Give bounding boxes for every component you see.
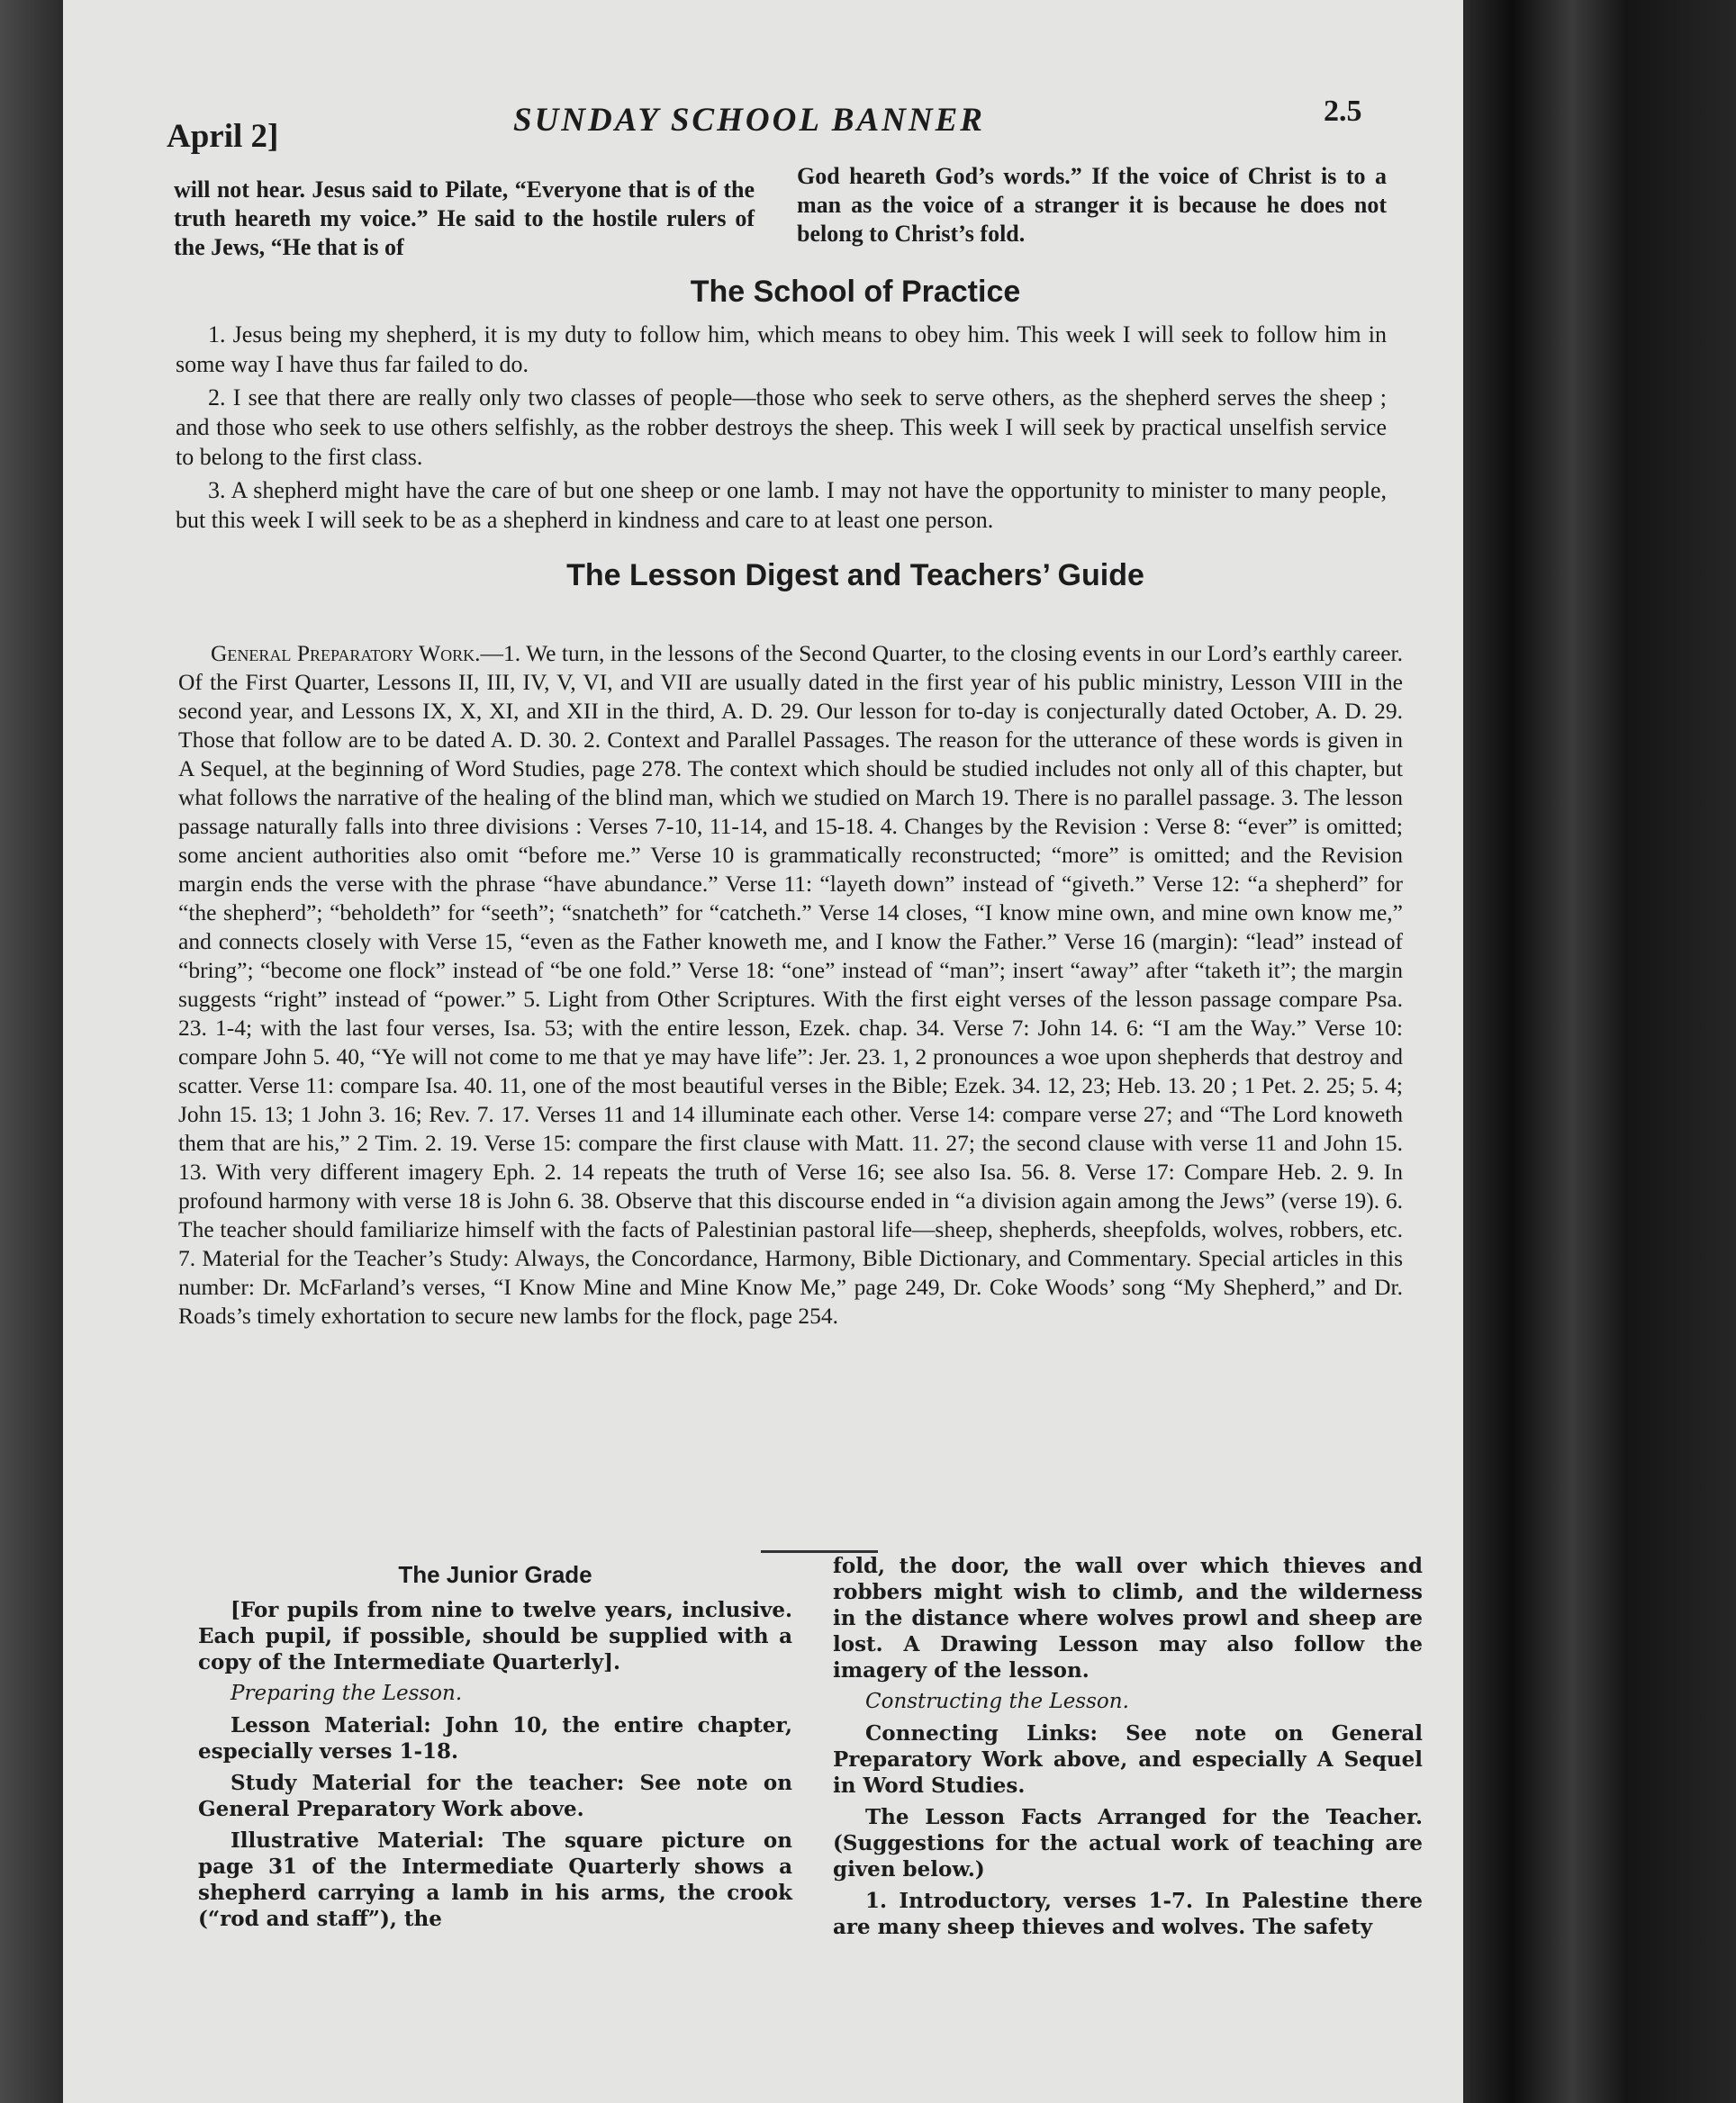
book-spine [1463, 0, 1736, 2103]
junior-material: Lesson Material: John 10, the entire chapter, especially verses 1-18. [198, 1713, 792, 1764]
digest-text: 1. We turn, in the lessons of the Second Quarter, to the closing events in our Lord’s earthly career. Of the First Quarter, Lessons II, III, IV, V, VI, and VII are usually dated in the first year of his public ministry, Lesson VIII in the second year, and Lessons IX, X, XI, and XII in the third, A. D. 29. Our lesson for to-day is conjecturally dated October, A. D. 29. Those that follow are to be dated A. D. 30. 2. Context and Parallel Passages. The reason for the utterance of these words is given in A Sequel, at the beginning of Word Studies, page 278. The context which should be studied includes not only all of this chapter, but what follows the narrative of the healing of the blind man, which we studied on March 19. There is no parallel passage. 3. The lesson passage naturally falls into three divisions : Verses 7-10, 11-14, and 15-18. 4. Changes by the Revision : Verse 8: “ever” is omitted; some ancient authorities also omit “before me.” Verse 10 is grammatically reconstructed; “more” is omitted; and the Revision margin ends the verse with the phrase “have abundance.” Verse 11: “layeth down” instead of “giveth.” Verse 12: “a shepherd” for “the shepherd”; “beholdeth” for “seeth”; “snatcheth” for “catcheth.” Verse 14 closes, “I know mine own, and mine own know me,” and connects closely with Verse 15, “even as the Father knoweth me, and I know the Father.” Verse 16 (margin): “lead” instead of “bring”; “become one flock” instead of “be one fold.” Verse 18: “one” instead of “man”; insert “away” after “taketh it”; the margin suggests “right” instead of “power.” 5. Light from Other Scriptures. With the first eight verses of the lesson passage compare Psa. 23. 1-4; with the last four verses, Isa. 53; with the entire lesson, Ezek. chap. 34. Verse 7: John 14. 6: “I am the Way.” Verse 10: compare John 5. 40, “Ye will not come to me that ye may have life”: Jer. 23. 1, 2 pronounces a woe upon shepherds that destroy and scatter. Verse 11: compare Isa. 40. 11, one of the most beautiful verses in the Bible; Ezek. 34. 12, 23; Heb. 13. 20 ; 1 Pet. 2. 25; 5. 4; John 15. 13; 1 John 3. 16; Rev. 7. 17. Verses 11 and 14 illuminate each other. Verse 14: compare verse 27; and “The Lord knoweth them that are his,” 2 Tim. 2. 19. Verse 15: compare the first clause with Matt. 11. 27; the second clause with verse 11 and John 15. 13. With very different imagery Eph. 2. 14 repeats the truth of Verse 16; see also Isa. 56. 8. Verse 17: Compare Heb. 2. 9. In profound harmony with verse 18 is John 6. 38. Observe that this discourse ended in “a division again among the Jews” (verse 19). 6. The teacher should familiarize himself with the facts of Palestinian pastoral life—sheep, shepherds, sheepfolds, wolves, robbers, etc. 7. Material for the Teacher’s Study: Always, the Concordance, Harmony, Bible Dictionary, and Commentary. Special articles in this number: Dr. McFarland’s verses, “I Know Mine and Mine Know Me,” page 249, Dr. Coke Woods’ song “My Shepherd,” and Dr. Roads’s timely exhortation to secure new lambs for the flock, page 254. [178, 640, 1403, 1329]
junior-left-column [198, 1562, 792, 1937]
intro-right-column [797, 162, 1387, 254]
left-page-edge [0, 0, 63, 2103]
digest-lead: General Preparatory Work.— [211, 640, 504, 666]
junior-title: The Junior Grade [398, 1561, 592, 1588]
header-date: April 2] [167, 118, 279, 155]
junior-preparing: Preparing the Lesson. [231, 1682, 463, 1705]
junior-right-continuation: fold, the door, the wall over which thieves and robbers might wish to climb, and the wilderness in the distance where wolves prowl and sheep are lost. A Drawing Lesson may also follow the imagery of the lesson. [833, 1554, 1423, 1683]
practice-item-1: 1. Jesus being my shepherd, it is my duty to follow him, which means to obey him. This week I will seek to follow him in some way I have thus far failed to do. [176, 321, 1387, 377]
junior-facts: The Lesson Facts Arranged for the Teacher. (Suggestions for the actual work of teaching are given below.) [833, 1805, 1423, 1882]
intro-right-text: God heareth God’s words.” If the voice of Christ is to a man as the voice of a stranger it is because he does not belong to Christ’s fold. [797, 163, 1387, 247]
junior-intro: 1. Introductory, verses 1-7. In Palestine there are many sheep thieves and wolves. The safety [833, 1889, 1423, 1939]
junior-note: [For pupils from nine to twelve years, inclusive. Each pupil, if possible, should be supplied with a copy of the Intermediate Quarterly]. [198, 1598, 792, 1674]
digest-body [178, 639, 1403, 1334]
practice-title: The School of Practice [690, 275, 1021, 309]
practice-list [176, 320, 1387, 538]
junior-constructing: Constructing the Lesson. [865, 1690, 1129, 1713]
digest-paragraph [178, 639, 1403, 1331]
junior-study: Study Material for the teacher: See note on General Preparatory Work above. [198, 1771, 792, 1821]
practice-item-2: 2. I see that there are really only two classes of people—those who seek to serve others, as the shepherd serves the sheep ; and those who seek to use others selfishly, as the robber destroys the sheep. This week I will seek by practical unselfish service to belong to the first class. [176, 384, 1387, 470]
header-page-number: 2.5 [1324, 95, 1362, 128]
intro-left-text: will not hear. Jesus said to Pilate, “Everyone that is of the truth heareth my voice.” He said to the hostile rulers of the Jews, “He that is of [174, 176, 755, 260]
digest-title: The Lesson Digest and Teachers’ Guide [566, 558, 1144, 592]
header-title: SUNDAY SCHOOL BANNER [513, 102, 985, 139]
junior-right-column [833, 1553, 1423, 1945]
junior-links: Connecting Links: See note on General Preparatory Work above, and especially A Sequel in Word Studies. [833, 1721, 1423, 1798]
practice-item-3: 3. A shepherd might have the care of but one sheep or one lamb. I may not have the opportunity to minister to many people, but this week I will seek to be as a shepherd in kindness and care to at least one person. [176, 477, 1387, 533]
intro-left-column [174, 176, 755, 267]
junior-illustrative: Illustrative Material: The square picture on page 31 of the Intermediate Quarterly shows a shepherd carrying a lamb in his arms, the crook (“rod and staff”), the [198, 1828, 792, 1931]
